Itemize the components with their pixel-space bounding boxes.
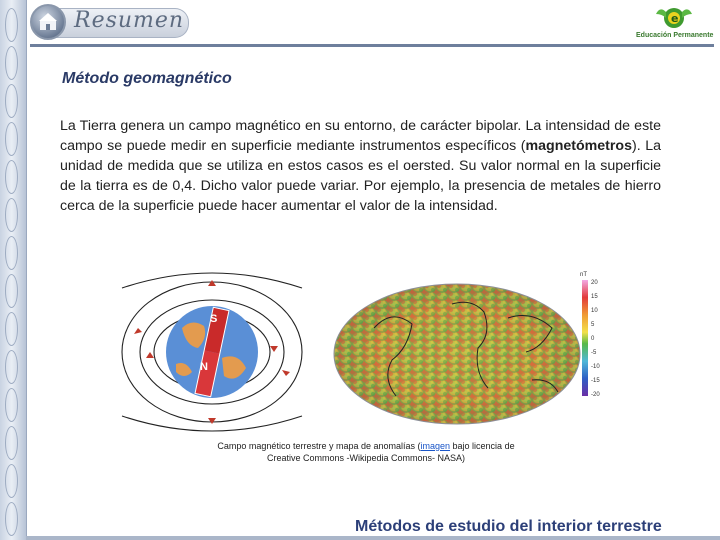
caption-text-start: Campo magnético terrestre y mapa de anomalías ( — [217, 441, 421, 451]
border-oval — [5, 274, 18, 308]
scale-tick-label: 10 — [591, 308, 598, 314]
header-divider — [30, 44, 714, 47]
border-oval — [5, 122, 18, 156]
body-text-end: ). La unidad de medida que se utiliza en estos casos es el oersted. Su valor normal en la superficie de la tierra es de 0,4. Dicho valor puede variar. Por ejemplo, la presencia de metales de hierro cerca de la superficie puede hacer aumentar el valor de la intensidad. — [60, 138, 661, 214]
section-title: Método geomagnético — [62, 70, 232, 87]
border-oval — [5, 502, 18, 536]
border-oval — [5, 46, 18, 80]
border-oval — [5, 426, 18, 460]
south-pole-label: S — [210, 313, 218, 325]
border-oval — [5, 160, 18, 194]
scale-tick-label: 5 — [591, 322, 595, 328]
magnetic-field-diagram — [122, 273, 302, 431]
body-paragraph — [60, 116, 661, 216]
caption-image-link[interactable]: imagen — [420, 441, 451, 451]
body-bold-term: magnetómetros — [525, 138, 632, 154]
footer-title: Métodos de estudio del interior terrestre — [355, 518, 662, 535]
border-oval — [5, 350, 18, 384]
north-pole-label: N — [200, 361, 208, 373]
border-oval — [5, 236, 18, 270]
scale-tick-label: -10 — [591, 364, 600, 370]
scale-tick-label: -5 — [591, 350, 597, 356]
border-oval — [5, 464, 18, 498]
caption-license-line: Creative Commons -Wikipedia Commons- NASA) — [266, 453, 466, 463]
figure-caption — [196, 440, 536, 464]
scale-unit-label: nT — [580, 272, 588, 278]
magnetic-anomaly-map — [334, 284, 580, 424]
border-oval — [5, 84, 18, 118]
bottom-divider — [26, 536, 720, 540]
magnetic-field-figure — [112, 268, 608, 436]
anomaly-color-scale — [580, 272, 600, 398]
home-icon[interactable] — [30, 4, 66, 40]
scale-tick-label: 20 — [591, 280, 598, 286]
logo-icon — [636, 4, 712, 34]
svg-text:e: e — [671, 12, 679, 25]
educacion-permanente-logo — [636, 4, 712, 42]
scale-tick-label: -20 — [591, 392, 600, 398]
logo-text: Educación Permanente — [636, 32, 714, 39]
caption-text-end: bajo licencia de — [450, 441, 515, 451]
scale-tick-label: 15 — [591, 294, 598, 300]
border-oval — [5, 388, 18, 422]
border-oval — [5, 312, 18, 346]
scale-tick-label: -15 — [591, 378, 600, 384]
border-oval — [5, 8, 18, 42]
left-decorative-border — [0, 0, 27, 540]
scale-tick-label: 0 — [591, 336, 595, 342]
body-text-start: La Tierra genera un campo magnético en su entorno, de carácter bipolar. La intensidad de este campo se puede medir en superficie mediante instrumentos específicos ( — [60, 118, 661, 154]
header-title: Resumen — [74, 8, 185, 33]
border-oval — [5, 198, 18, 232]
